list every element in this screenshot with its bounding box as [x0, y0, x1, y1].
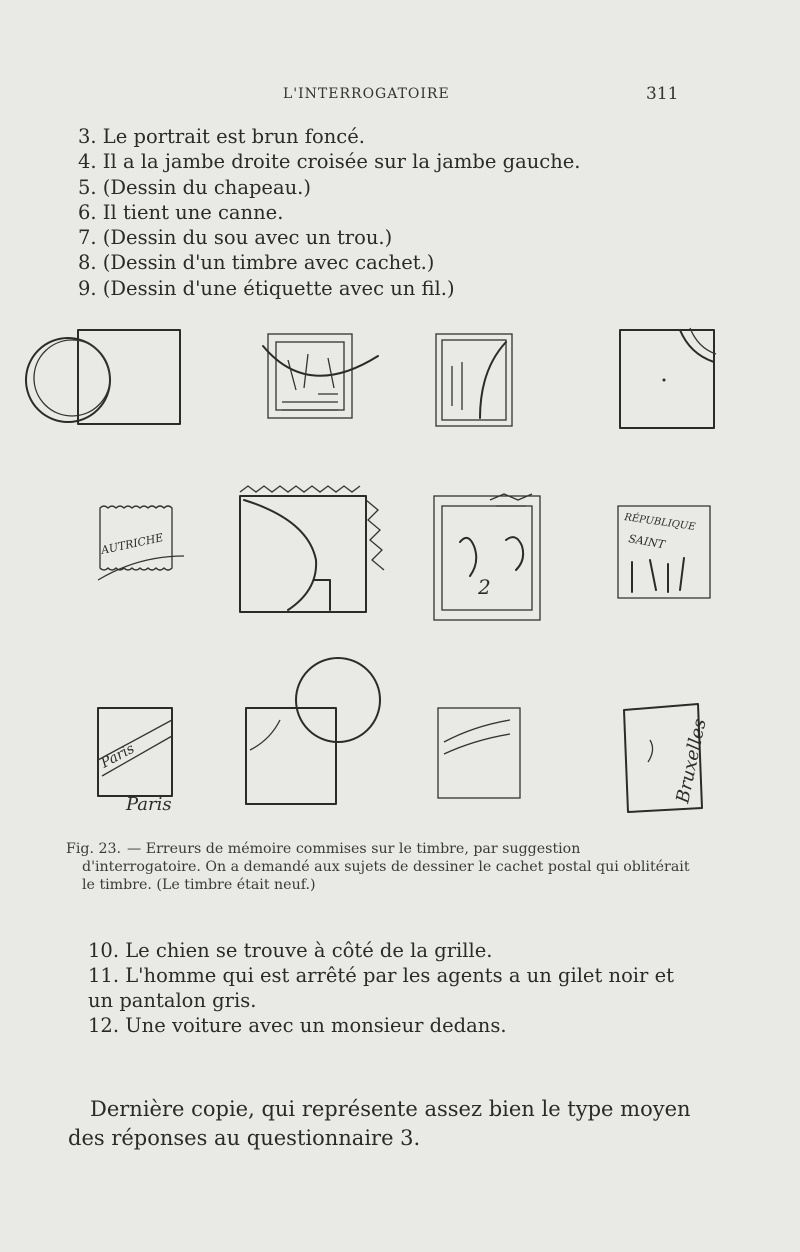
list-item: 12. Une voiture avec un monsieur dedans.: [88, 1014, 507, 1037]
sketch-word-autriche: AUTRICHE: [99, 531, 165, 557]
sketch-word-bruxelles: Bruxelles: [672, 716, 711, 806]
sketch-stamp-figures-2: [434, 494, 540, 620]
list-item: 7. (Dessin du sou avec un trou.): [78, 226, 393, 250]
sketch-word-republique: RÉPUBLIQUE: [623, 512, 697, 533]
sketch-word-paris-signature: Paris: [126, 794, 172, 815]
figure-caption-continuation: d'interrogatoire. On a demandé aux sujets de dessiner le cachet postal qui oblitérait le timbre. (Le timbre était neuf.): [82, 859, 690, 893]
running-title: L'INTERROGATOIRE: [283, 86, 450, 102]
sketch-word-paris: Paris: [98, 740, 138, 772]
sketch-stamp-paris-canceled: [240, 486, 384, 612]
closing-paragraph: Dernière copie, qui représente assez bien le type moyen des réponses au questionnaire 3.: [68, 1097, 691, 1150]
page-number: 311: [646, 84, 679, 104]
stamp-drawings-figure: [18, 310, 718, 830]
sketch-stamp-with-sphere: [246, 658, 380, 804]
list-item: 3. Le portrait est brun foncé.: [78, 125, 365, 148]
list-item: 10. Le chien se trouve à côté de la grille.: [88, 939, 493, 962]
sketch-stamp-bruxelles: [624, 704, 711, 812]
figure-caption-text: — Erreurs de mémoire commises sur le timbre, par suggestion: [127, 841, 581, 857]
sketch-stamp-faint-text: [438, 708, 520, 798]
sketch-stamp-figures: [263, 334, 378, 418]
sketch-stamp-paris-diagonal: [97, 708, 172, 815]
question-list-bottom: [68, 938, 698, 1038]
list-item: 6. Il tient une canne.: [78, 200, 284, 224]
sketch-stamp-autriche: [98, 506, 184, 580]
list-item: 5. (Dessin du chapeau.): [78, 175, 311, 199]
sketch-stamp-with-circle: [26, 330, 180, 424]
list-item: 9. (Dessin d'une étiquette avec un fil.): [78, 276, 455, 300]
question-list-top: [78, 124, 581, 301]
stamp-sketches: [18, 310, 718, 830]
sketch-stamp-arc: [620, 328, 716, 428]
sketch-stamp-republique: [618, 506, 710, 598]
figure-label: Fig. 23.: [66, 841, 122, 857]
list-item: 4. Il a la jambe droite croisée sur la jambe gauche.: [78, 150, 581, 174]
list-item: 11. L'homme qui est arrêté par les agents a un gilet noir et un pantalon gris.: [88, 964, 674, 1012]
svg-text:2: 2: [478, 575, 491, 599]
sketch-stamp-curve: [436, 334, 512, 426]
sketch-word-saint: SAINT: [627, 532, 666, 552]
figure-caption: [66, 840, 696, 894]
list-item: 8. (Dessin d'un timbre avec cachet.): [78, 251, 435, 275]
